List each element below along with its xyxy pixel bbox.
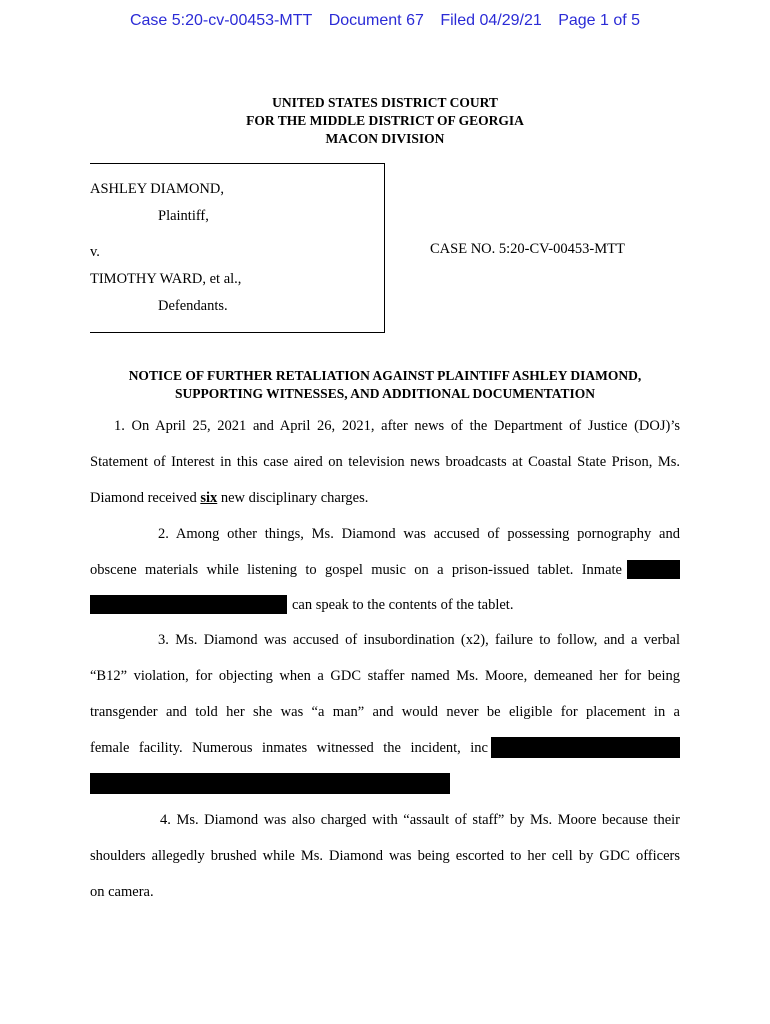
- paragraph-1-line-3: [90, 490, 680, 507]
- paragraph-1-line-1: 1. On April 25, 2021 and April 26, 2021, after news of the Department of Justice (DOJ)’s: [114, 418, 680, 434]
- defendant-role: Defendants.: [158, 298, 228, 314]
- document-number-stamp: Document 67: [328, 12, 424, 29]
- redaction-bar: [491, 737, 680, 758]
- paragraph-4-line-1: 4. Ms. Diamond was also charged with “assault of staff” by Ms. Moore because their: [160, 812, 680, 828]
- redaction-bar: [90, 773, 450, 794]
- plaintiff-role: Plaintiff,: [158, 208, 209, 224]
- paragraph-4-line-2: shoulders allegedly brushed while Ms. Diamond was being escorted to her cell by GDC officers: [90, 848, 680, 864]
- defendant-name: TIMOTHY WARD, et al.,: [90, 271, 242, 287]
- paragraph-4-line-3: on camera.: [90, 884, 154, 900]
- court-division: MACON DIVISION: [325, 131, 445, 146]
- case-number: CASE NO. 5:20-CV-00453-MTT: [430, 241, 625, 257]
- paragraph-3-line-1: 3. Ms. Diamond was accused of insubordination (x2), failure to follow, and a verbal: [158, 632, 680, 648]
- paragraph-2-line-2: obscene materials while listening to gospel music on a prison-issued tablet. Inmate: [90, 562, 622, 578]
- paragraph-2-line-1: 2. Among other things, Ms. Diamond was accused of possessing pornography and: [158, 526, 680, 542]
- paragraph-2-line-3: can speak to the contents of the tablet.: [292, 597, 514, 613]
- court-name: UNITED STATES DISTRICT COURT: [272, 95, 498, 110]
- court-district: FOR THE MIDDLE DISTRICT OF GEORGIA: [246, 113, 524, 128]
- paragraph-3-line-2: “B12” violation, for objecting when a GDC staffer named Ms. Moore, demeaned her for being: [90, 668, 680, 684]
- paragraph-3-line-4: female facility. Numerous inmates witnessed the incident, inc: [90, 740, 488, 756]
- paragraph-1-line-3-start: Diamond received: [90, 490, 201, 506]
- notice-title-line-1: NOTICE OF FURTHER RETALIATION AGAINST PLAINTIFF ASHLEY DIAMOND,: [128, 368, 642, 383]
- plaintiff-name: ASHLEY DIAMOND,: [90, 181, 224, 197]
- versus: v.: [90, 244, 100, 260]
- notice-title-line-2: SUPPORTING WITNESSES, AND ADDITIONAL DOCUMENTATION: [175, 386, 595, 401]
- notice-title: [0, 367, 770, 403]
- redaction-bar: [90, 595, 287, 614]
- case-number-stamp: Case 5:20-cv-00453-MTT: [129, 12, 313, 29]
- paragraph-1-line-2: Statement of Interest in this case aired on television news broadcasts at Coastal State Prison, Ms.: [90, 454, 680, 470]
- filed-date-stamp: Filed 04/29/21: [440, 12, 542, 29]
- paragraph-1-line-3-end: new disciplinary charges.: [217, 490, 369, 506]
- paragraph-3-line-3: transgender and told her she was “a man” and would never be eligible for placement in a: [90, 704, 680, 720]
- redaction-bar: [627, 560, 680, 579]
- emphasis-six: six: [200, 490, 218, 506]
- court-heading: [0, 94, 770, 148]
- page-count-stamp: Page 1 of 5: [558, 12, 641, 29]
- filing-header: [0, 12, 770, 30]
